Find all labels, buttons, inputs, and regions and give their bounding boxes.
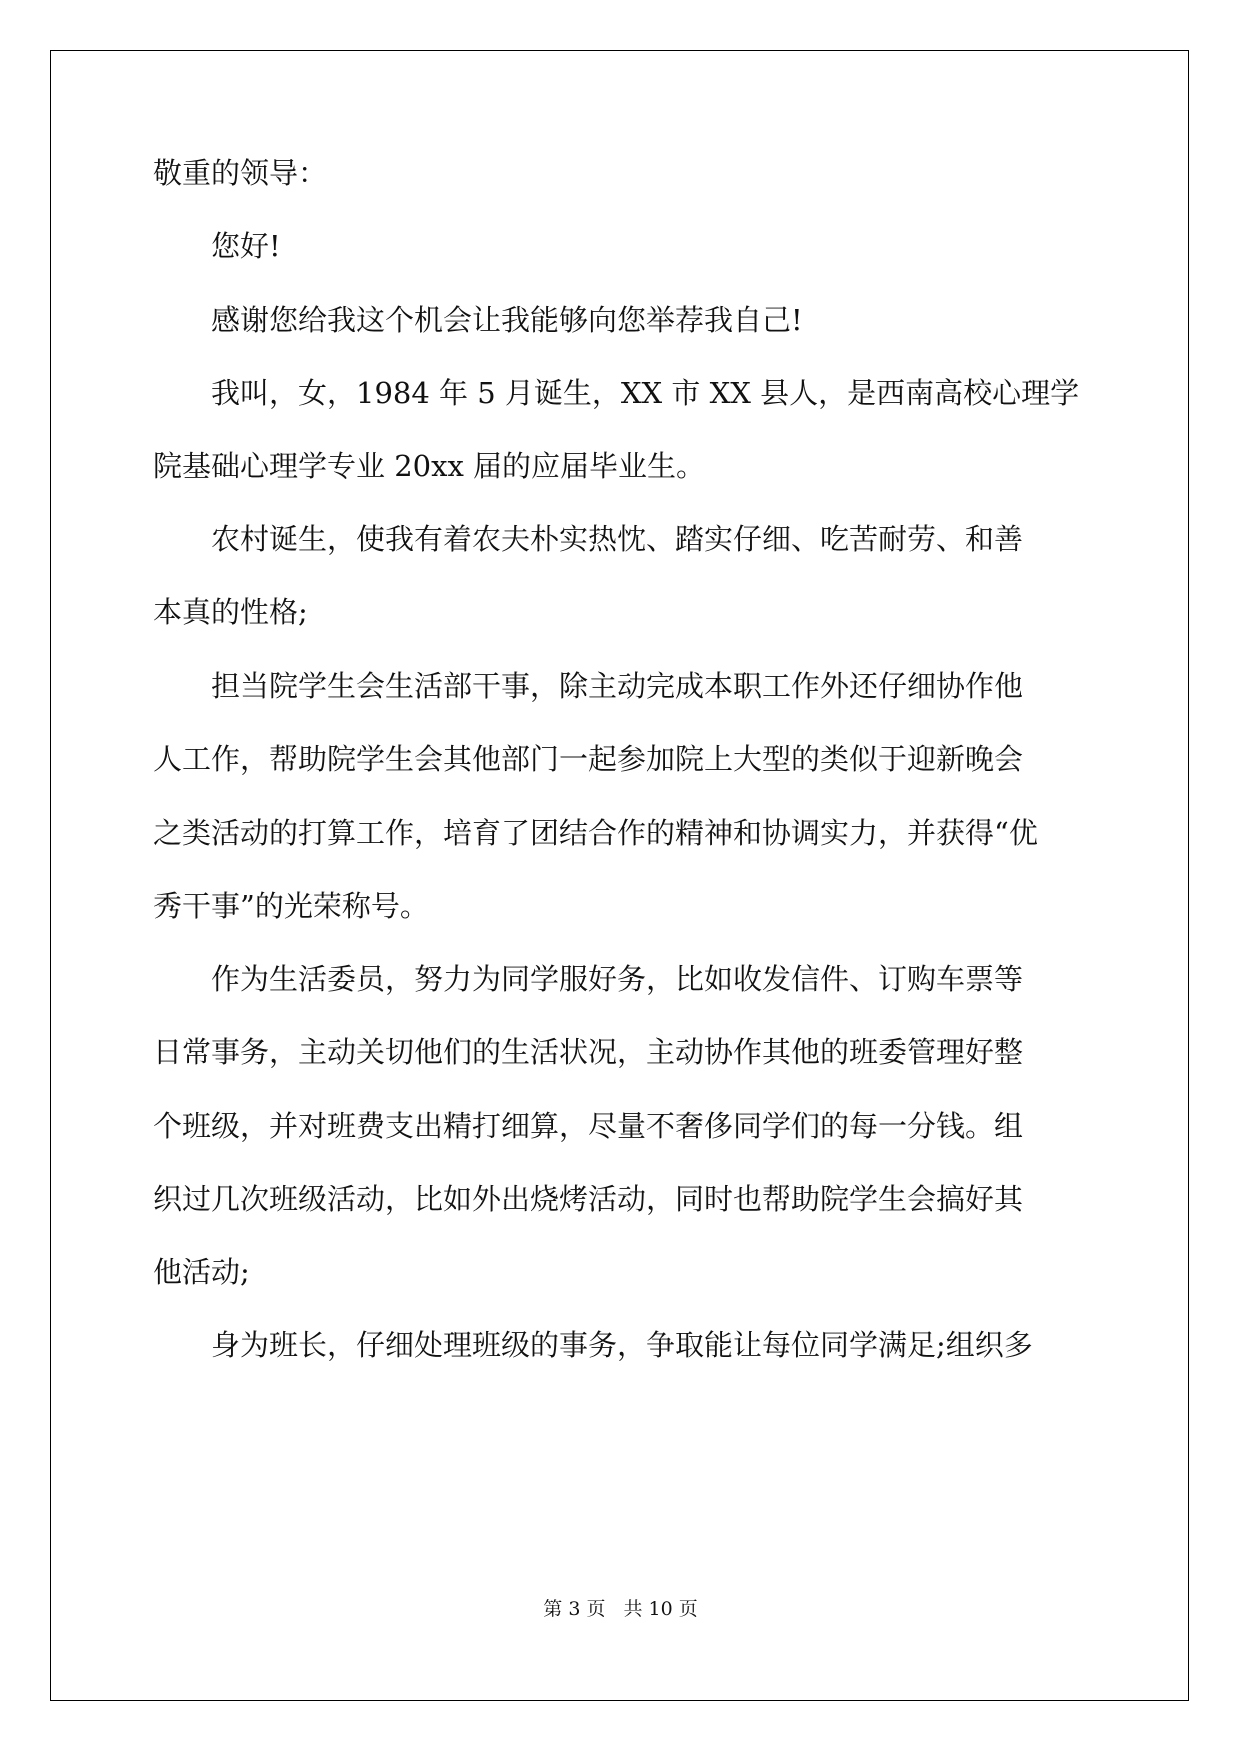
text-line: 个班级，并对班费支出精打细算，尽量不奢侈同学们的每一分钱。组 [153,1109,1024,1143]
text-line: 人工作，帮助院学生会其他部门一起参加院上大型的类似于迎新晚会 [153,742,1024,776]
page-number: 第 3 页 [543,1598,606,1620]
text-line: 您好! [153,229,281,263]
text-line: 担当院学生会生活部干事，除主动完成本职工作外还仔细协作他 [153,669,1024,703]
page-footer [0,1594,1241,1621]
text-line: 织过几次班级活动，比如外出烧烤活动，同时也帮助院学生会搞好其 [153,1182,1024,1216]
text-line: 我叫，女，1984 年 5 月诞生，XX 市 XX 县人，是西南高校心理学 [153,376,1080,410]
text-line: 日常事务，主动关切他们的生活状况，主动协作其他的班委管理好整 [153,1035,1024,1069]
text-line: 他活动; [153,1255,250,1289]
page-total: 共 10 页 [623,1598,698,1620]
text-line: 感谢您给我这个机会让我能够向您举荐我自己! [153,303,803,337]
text-line: 作为生活委员，努力为同学服好务，比如收发信件、订购车票等 [153,962,1024,996]
text-line: 本真的性格; [153,595,308,629]
text-line: 院基础心理学专业 20xx 届的应届毕业生。 [153,449,706,483]
text-line: 秀干事”的光荣称号。 [153,889,429,923]
text-line: 农村诞生，使我有着农夫朴实热忱、踏实仔细、吃苦耐劳、和善 [153,522,1024,556]
text-line: 敬重的领导： [153,156,328,190]
text-line: 身为班长，仔细处理班级的事务，争取能让每位同学满足;组织多 [153,1328,1033,1362]
text-line: 之类活动的打算工作，培育了团结合作的精神和协调实力，并获得“优 [153,816,1038,850]
page-border [50,50,1189,1701]
